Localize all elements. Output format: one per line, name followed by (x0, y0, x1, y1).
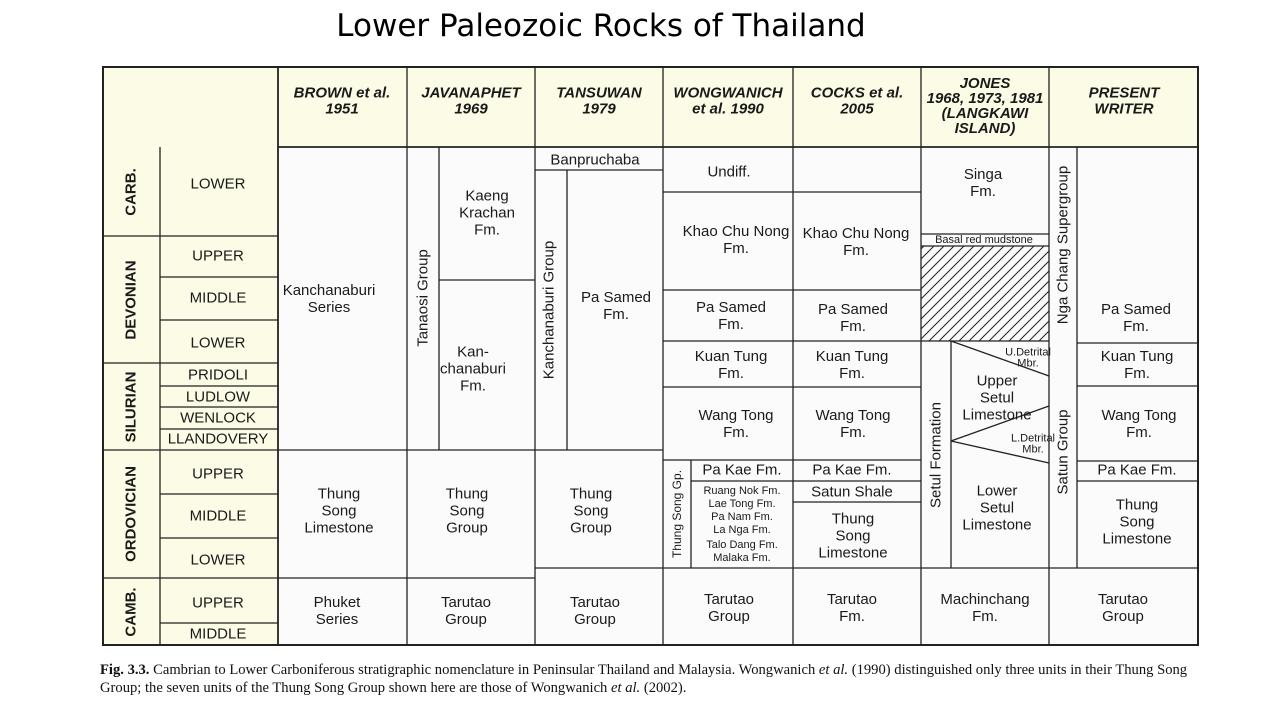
member-upper-detrital: U.Detrital Mbr. (1005, 346, 1051, 370)
caption-et-al: et al. (818, 662, 849, 678)
epoch-label: UPPER (192, 465, 244, 483)
epoch-label: MIDDLE (189, 625, 247, 643)
epoch-label: MIDDLE (189, 507, 247, 525)
caption-et-al: et al. (611, 680, 641, 696)
unit-kaeng-krachan: Kaeng Krachan Fm. (459, 187, 515, 239)
unit-lower-setul-limestone: Lower Setul Limestone (962, 482, 1032, 534)
caption-text: (1990) distinguished only three units in their Thung Song Group; the seven units of the Thung Song Group shown here are those of Wongwanich (100, 662, 1188, 696)
member-lower-detrital: L.Detrital Mbr. (1010, 432, 1056, 456)
unit-thung-song-member: La Nga Fm. (713, 524, 771, 536)
epoch-label: LOWER (190, 551, 246, 569)
unit-thung-song-member: Lae Tong Fm. (708, 498, 776, 510)
unit-pa-kae: Pa Kae Fm. (1097, 461, 1177, 479)
unit-thung-song-member: Ruang Nok Fm. (703, 485, 781, 497)
unit-wang-tong: Wang Tong Fm. (815, 407, 891, 441)
unit-singa: Singa Fm. (963, 166, 1003, 200)
unit-tarutao-group: Tarutao Group (569, 594, 621, 628)
column-header: PRESENT WRITER (1088, 84, 1160, 118)
unit-thung-song-limestone: Thung Song Limestone (818, 510, 888, 562)
unit-khao-chu-nong: Khao Chu Nong Fm. (802, 225, 910, 259)
hatched-gap (921, 246, 1049, 341)
unit-kanchanaburi-fm: Kan-chanaburi Fm. (440, 343, 506, 395)
epoch-label: LOWER (190, 334, 246, 352)
column-header: BROWN et al. 1951 (293, 84, 391, 118)
epoch-label: LUDLOW (185, 388, 251, 406)
unit-tarutao-group: Tarutao Group (1097, 591, 1149, 625)
unit-pa-kae: Pa Kae Fm. (812, 461, 892, 479)
period-label: CAMB. (122, 587, 140, 637)
period-label: CARB. (122, 168, 140, 216)
column-header: JAVANAPHET 1969 (421, 84, 521, 118)
unit-kuan-tung: Kuan Tung Fm. (1100, 348, 1174, 382)
unit-thung-song-limestone: Thung Song Limestone (1102, 496, 1172, 548)
unit-machinchang: Machinchang Fm. (940, 591, 1030, 625)
caption-text: Cambrian to Lower Carboniferous stratigraphic nomenclature in Peninsular Thailand and Malaysia. Wongwanich (149, 662, 819, 678)
unit-upper-setul-limestone: Upper Setul Limestone (962, 372, 1032, 424)
caption-text: (2002). (640, 680, 687, 696)
unit-thung-song-member: Talo Dang Fm. (706, 539, 778, 551)
unit-thung-song-group: Thung Song Group (445, 485, 489, 537)
figure-label: Fig. 3.3. (100, 662, 150, 678)
unit-tarutao-fm: Tarutao Fm. (826, 591, 878, 625)
column-header: COCKS et al. 2005 (810, 84, 904, 118)
column-header: WONGWANICH et al. 1990 (673, 84, 783, 118)
formation-setul: Setul Formation (927, 402, 945, 508)
group-satun: Satun Group (1054, 409, 1072, 495)
epoch-label: LLANDOVERY (167, 430, 269, 448)
epoch-label: UPPER (192, 247, 244, 265)
group-thung-song: Thung Song Gp. (670, 469, 684, 559)
unit-khao-chu-nong: Khao Chu Nong Fm. (682, 223, 790, 257)
unit-thung-song-member: Pa Nam Fm. (711, 511, 773, 523)
unit-kanchanaburi-series: Kanchanaburi Series (282, 282, 376, 316)
unit-tarutao-group: Tarutao Group (440, 594, 492, 628)
figure-caption (100, 661, 1210, 697)
unit-wang-tong: Wang Tong Fm. (1101, 407, 1177, 441)
epoch-label: WENLOCK (180, 409, 256, 427)
group-tanaosi: Tanaosi Group (414, 249, 432, 347)
epoch-label: UPPER (192, 594, 244, 612)
group-kanchanaburi: Kanchanaburi Group (540, 240, 558, 380)
unit-undiff: Undiff. (707, 163, 751, 181)
slide-title: Lower Paleozoic Rocks of Thailand (336, 8, 866, 44)
unit-thung-song-limestone: Thung Song Limestone (304, 485, 374, 537)
unit-pa-samed: Pa Samed Fm. (580, 289, 652, 323)
unit-wang-tong: Wang Tong Fm. (698, 407, 774, 441)
unit-satun-shale: Satun Shale (811, 483, 893, 501)
epoch-label: LOWER (190, 175, 246, 193)
unit-tarutao-group: Tarutao Group (703, 591, 755, 625)
unit-pa-kae: Pa Kae Fm. (702, 461, 782, 479)
unit-kuan-tung: Kuan Tung Fm. (815, 348, 889, 382)
group-nga-chang-supergroup: Nga Chang Supergroup (1054, 165, 1072, 325)
unit-phuket-series: Phuket Series (313, 594, 361, 628)
period-label: ORDOVICIAN (122, 466, 140, 562)
unit-pa-samed: Pa Samed Fm. (817, 301, 889, 335)
unit-thung-song-group: Thung Song Group (569, 485, 613, 537)
epoch-label: MIDDLE (189, 289, 247, 307)
unit-basal-red-mudstone: Basal red mudstone (935, 234, 1033, 246)
unit-banpruchaba: Banpruchaba (550, 151, 640, 169)
epoch-label: PRIDOLI (187, 366, 249, 384)
unit-kuan-tung: Kuan Tung Fm. (694, 348, 768, 382)
unit-pa-samed: Pa Samed Fm. (695, 299, 767, 333)
period-label: SILURIAN (122, 371, 140, 443)
period-label: DEVONIAN (122, 260, 140, 340)
column-header: TANSUWAN 1979 (556, 84, 642, 118)
column-header: JONES 1968, 1973, 1981 (LANGKAWI ISLAND) (926, 75, 1044, 137)
unit-pa-samed: Pa Samed Fm. (1100, 301, 1172, 335)
unit-thung-song-member: Malaka Fm. (713, 552, 771, 564)
